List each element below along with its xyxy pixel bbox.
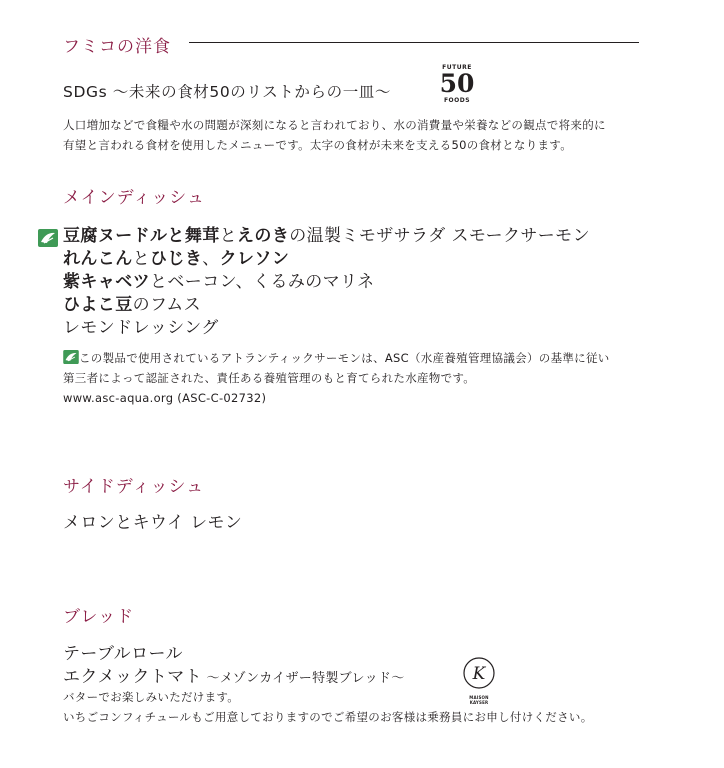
bread-item-ekmek — [63, 666, 405, 689]
main-dish-line-5: レモンドレッシング — [63, 318, 219, 338]
sdgs-note — [63, 115, 606, 155]
section-divider — [189, 42, 639, 43]
asc-certified-fish-icon — [38, 229, 58, 247]
future-50-foods-logo — [436, 64, 478, 110]
bread-note-line: いちごコンフィチュールもご用意しておりますのでご希望のお客様は乗務員にお申し付けください。 — [63, 710, 593, 724]
highlight-food: 紫キャベツ — [63, 272, 150, 292]
bread-note-line: バターでお楽しみいただけます。 — [63, 690, 240, 704]
highlight-food: ひじき — [150, 249, 203, 269]
dish-text: とベーコン、くるみのマリネ — [150, 272, 375, 292]
main-dish-line-3 — [63, 271, 590, 294]
future-50-number: 50 — [439, 69, 475, 98]
bread-item-table-roll: テーブルロール — [63, 644, 183, 664]
side-dish-item: メロンとキウイ レモン — [63, 513, 243, 533]
dish-text: のフムス — [132, 295, 202, 315]
dish-text: 豆腐ヌードルと — [63, 226, 185, 246]
main-dish-description — [63, 225, 590, 340]
section-title-bread: ブレッド — [63, 607, 135, 627]
bread-item-name: エクメックトマト — [63, 667, 203, 687]
highlight-food: えのき — [237, 226, 290, 246]
main-dish-line-4 — [63, 294, 590, 317]
bread-item-subtitle: ～メゾンカイザー特製ブレッド～ — [202, 671, 405, 686]
section-title-famico: フミコの洋食 — [63, 37, 171, 57]
section-title-side-dish: サイドディッシュ — [63, 477, 205, 497]
highlight-food: クレソン — [219, 249, 290, 269]
main-dish-line-1 — [63, 225, 590, 248]
future-50-bottom-label: FOODS — [443, 97, 471, 104]
main-dish-line-2 — [63, 248, 590, 271]
asc-note-text: この製品で使用されているアトランティックサーモンは、ASC（水産養殖管理協議会）の基準に従い — [79, 351, 610, 365]
asc-note — [63, 348, 610, 408]
asc-note-line: 第三者によって認証された、責任ある養殖管理のもと育てられた水産物です。 — [63, 371, 476, 385]
highlight-food: ひよこ豆 — [63, 295, 133, 315]
highlight-food: 舞茸 — [184, 226, 220, 246]
future-50-top-label: FUTURE — [442, 64, 472, 71]
sdgs-subtitle: SDGs ～未来の食材50のリストからの一皿～ — [63, 83, 392, 101]
highlight-food: れんこん — [63, 249, 133, 269]
dish-text: と — [132, 249, 151, 269]
maison-kayser-caption: MAISON KAYSER — [469, 695, 489, 705]
bread-note — [63, 687, 593, 727]
maison-kayser-emblem-icon — [462, 656, 496, 690]
dish-text: 、 — [202, 249, 220, 269]
asc-note-line — [63, 348, 610, 368]
sdgs-note-line: 人口増加などで食糧や水の問題が深刻になると言われており、水の消費量や栄養などの観点で将来的に — [63, 118, 606, 132]
dish-text: の温製ミモザサラダ スモークサーモン — [289, 226, 590, 246]
dish-text: と — [219, 226, 238, 246]
sdgs-note-line: 有望と言われる食材を使用したメニューです。太字の食材が未来を支える50の食材となります。 — [63, 138, 572, 152]
asc-logo-icon — [63, 350, 79, 364]
section-title-main-dish: メインディッシュ — [63, 188, 205, 208]
maison-kayser-mark: K — [472, 664, 486, 684]
asc-url: www.asc-aqua.org (ASC-C-02732) — [63, 391, 267, 405]
